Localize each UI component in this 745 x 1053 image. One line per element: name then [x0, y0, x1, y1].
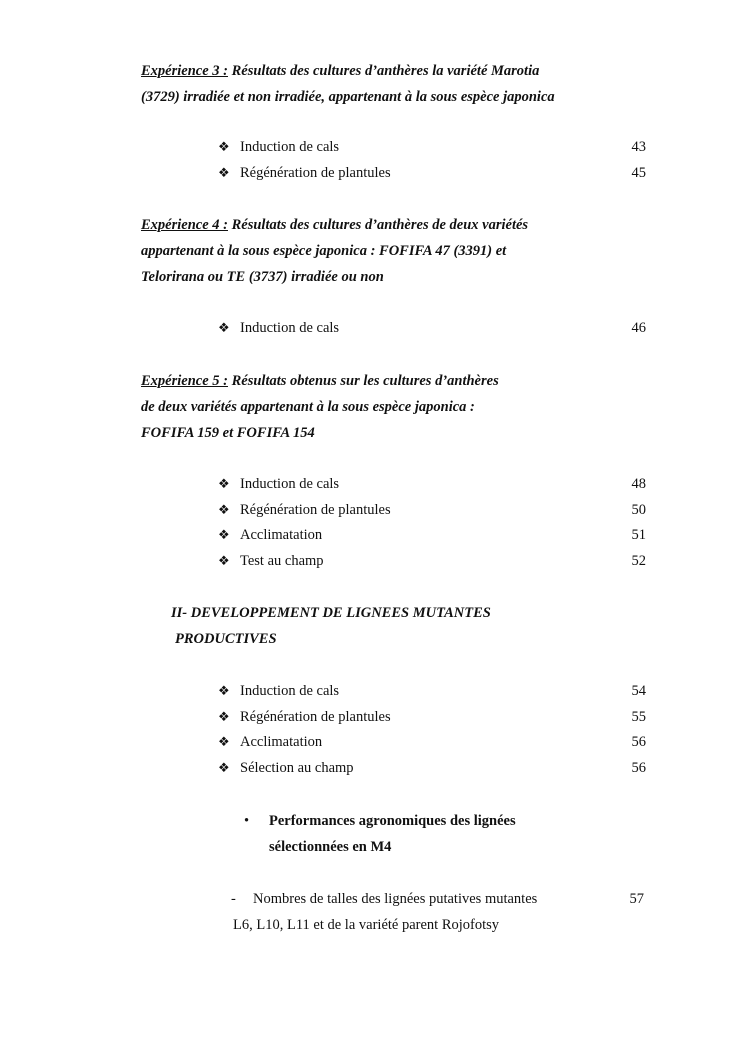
dash-bullet: - [231, 891, 236, 907]
page-number: 51 [631, 527, 646, 543]
page-number: 57 [629, 891, 644, 907]
item-label: Induction de cals [240, 476, 340, 492]
page-number: 45 [631, 165, 646, 181]
item-label: Induction de cals [240, 139, 340, 155]
section-heading-line2: PRODUCTIVES [175, 631, 277, 647]
list-item [218, 501, 391, 519]
exp3-heading-line1 [141, 62, 539, 80]
item-label: Régénération de plantules [240, 502, 391, 518]
section-heading-line1: II- DEVELOPPEMENT DE LIGNEES MUTANTES [171, 605, 491, 621]
list-item [218, 475, 339, 493]
item-label: Acclimatation [240, 527, 323, 543]
page-number: 48 [631, 476, 646, 492]
exp5-heading-line3: FOFIFA 159 et FOFIFA 154 [141, 425, 315, 441]
item-label: Acclimatation [240, 734, 323, 750]
diamond-bullet-icon: ❖ [218, 165, 230, 180]
item-label: Sélection au champ [240, 760, 354, 776]
exp3-label: Expérience 3 : [141, 63, 228, 79]
diamond-bullet-icon: ❖ [218, 320, 230, 335]
round-bullet-icon: • [244, 813, 250, 829]
list-item [218, 552, 324, 570]
item-label: Régénération de plantules [240, 165, 391, 181]
exp4-heading-line3: Telorirana ou TE (3737) irradiée ou non [141, 269, 384, 285]
diamond-bullet-icon: ❖ [218, 502, 230, 517]
diamond-bullet-icon: ❖ [218, 760, 230, 775]
exp4-heading-line1 [141, 216, 528, 234]
diamond-bullet-icon: ❖ [218, 553, 230, 568]
talles-line1: Nombres de talles des lignées putatives mutantes [253, 891, 538, 907]
exp4-title-part1: Résultats des cultures d’anthères de deux variétés [227, 217, 529, 233]
exp5-heading-line1 [141, 372, 499, 390]
item-label: Induction de cals [240, 320, 340, 336]
talles-line2: L6, L10, L11 et de la variété parent Rojofotsy [233, 917, 500, 933]
page-number: 54 [631, 683, 646, 699]
subheading-line1: Performances agronomiques des lignées [269, 813, 516, 829]
exp5-heading-line2: de deux variétés appartenant à la sous espèce japonica : [141, 399, 475, 415]
page-number: 55 [631, 709, 646, 725]
page-number: 52 [631, 553, 646, 569]
exp5-title-part1: Résultats obtenus sur les cultures d’anthères [227, 373, 499, 389]
page-number: 43 [631, 139, 646, 155]
page-number: 46 [631, 320, 646, 336]
diamond-bullet-icon: ❖ [218, 734, 230, 749]
exp4-label: Expérience 4 : [141, 217, 228, 233]
item-label: Test au champ [240, 553, 324, 569]
list-item [218, 138, 339, 156]
item-label: Induction de cals [240, 683, 340, 699]
list-item [218, 319, 339, 337]
diamond-bullet-icon: ❖ [218, 709, 230, 724]
list-item [218, 164, 391, 182]
page-number: 50 [631, 502, 646, 518]
list-item [218, 526, 322, 544]
diamond-bullet-icon: ❖ [218, 476, 230, 491]
diamond-bullet-icon: ❖ [218, 139, 230, 154]
subheading-line2: sélectionnées en M4 [269, 839, 392, 855]
list-item [218, 759, 354, 777]
diamond-bullet-icon: ❖ [218, 527, 230, 542]
page-number: 56 [631, 734, 646, 750]
exp3-heading-line2: (3729) irradiée et non irradiée, appartenant à la sous espèce japonica [141, 89, 555, 105]
page-number: 56 [631, 760, 646, 776]
item-label: Régénération de plantules [240, 709, 391, 725]
exp5-label: Expérience 5 : [141, 373, 228, 389]
list-item [218, 708, 391, 726]
list-item [218, 682, 339, 700]
exp3-title-part1: Résultats des cultures d’anthères la variété Marotia [227, 63, 540, 79]
list-item [218, 733, 322, 751]
exp4-heading-line2: appartenant à la sous espèce japonica : FOFIFA 47 (3391) et [141, 243, 507, 259]
diamond-bullet-icon: ❖ [218, 683, 230, 698]
